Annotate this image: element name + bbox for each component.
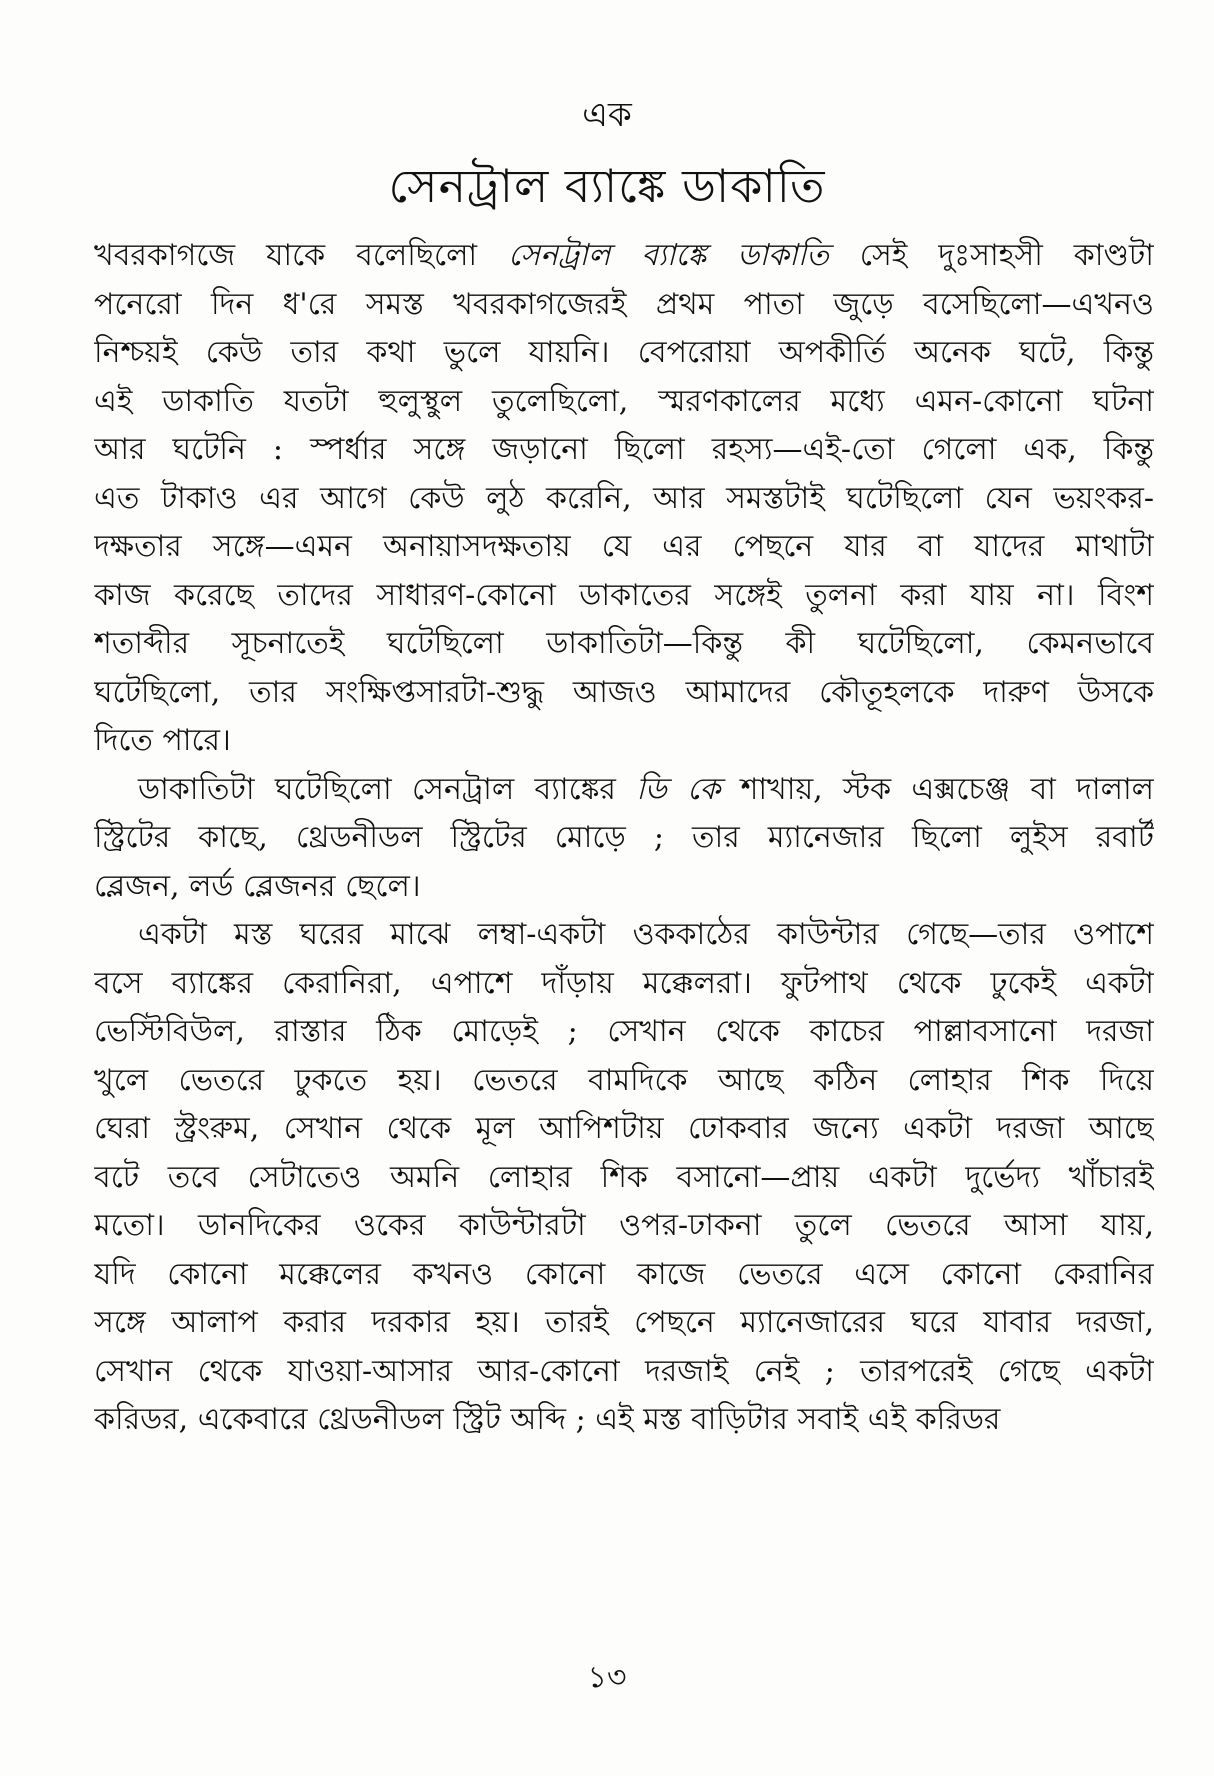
- text-line: [94, 281, 1154, 330]
- text-run: ভেস্টিবিউল, রাস্তার ঠিক মোড়েই ; সেখান থেকে কাচের পাল্লাবসানো দরজা: [94, 1014, 1154, 1049]
- text-run: ঘটেছিলো, তার সংক্ষিপ্তসারটা-শুদ্ধু আজও আমাদের কৌতূহলকে দারুণ উসকে: [94, 674, 1154, 710]
- text-run: যদি কোনো মক্কেলের কখনও কোনো কাজে ভেতরে এসে কোনো কেরানির: [94, 1256, 1154, 1292]
- text-line: [94, 523, 1154, 572]
- text-line: [94, 1299, 1154, 1348]
- text-run: করিডর, একেবারে থ্রেডনীডল স্ট্রিট অব্দি ; এই মস্ত বাড়িটার সবাই এই করিডর: [94, 1402, 1001, 1437]
- text-line: [94, 960, 1154, 1009]
- text-run: সেই দুঃসাহসী কাণ্ডটা: [828, 238, 1154, 273]
- text-run: ডাকাতিটা ঘটেছিলো সেনট্রাল ব্যাঙ্কের: [138, 771, 637, 807]
- text-line: [94, 378, 1154, 427]
- text-line: [94, 1251, 1154, 1300]
- text-run: এই ডাকাতি যতটা হুলুস্থুল তুলেছিলো, স্মরণকালের মধ্যে এমন-কোনো ঘটনা: [94, 383, 1154, 419]
- text-run: বসে ব্যাঙ্কের কেরানিরা, এপাশে দাঁড়ায় মক্কেলরা। ফুটপাথ থেকে ঢুকেই একটা: [94, 965, 1154, 1001]
- text-line: [94, 717, 1154, 766]
- text-line: [94, 1396, 1154, 1445]
- paragraph: [94, 232, 1154, 766]
- text-line: [94, 766, 1154, 815]
- text-run: ব্লেজন, লর্ড ব্লেজনর ছেলে।: [94, 868, 421, 904]
- text-line: [94, 1105, 1154, 1154]
- chapter-title: সেনট্রাল ব্যাঙ্কে ডাকাতি: [388, 159, 826, 213]
- text-line: [94, 232, 1154, 281]
- text-run: এত টাকাও এর আগে কেউ লুঠ করেনি, আর সমস্তটাই ঘটেছিলো যেন ভয়ংকর-: [94, 480, 1154, 516]
- text-run: শতাব্দীর সূচনাতেই ঘটেছিলো ডাকাতিটা—কিন্তু কী ঘটেছিলো, কেমনভাবে: [94, 626, 1154, 661]
- italic-text-run: সেনট্রাল ব্যাঙ্কে ডাকাতি: [508, 238, 829, 273]
- text-run: দিতে পারে।: [94, 723, 231, 758]
- text-line: [94, 1008, 1154, 1057]
- text-run: একটা মস্ত ঘরের মাঝে লম্বা-একটা ওককাঠের কাউন্টার গেছে—তার ওপাশে: [138, 917, 1154, 952]
- italic-text-run: ডি কে: [636, 771, 721, 807]
- paragraph: [94, 911, 1154, 1445]
- text-run: মতো। ডানদিকের ওকের কাউন্টারটা ওপর-ঢাকনা তুলে ভেতরে আসা যায়,: [94, 1208, 1154, 1243]
- text-line: [94, 572, 1154, 621]
- text-run: স্ট্রিটের কাছে, থ্রেডনীডল স্ট্রিটের মোড়ে ; তার ম্যানেজার ছিলো লুইস রবার্ট: [94, 820, 1154, 855]
- text-line: [94, 814, 1154, 863]
- text-run: বটে তবে সেটাতেও অমনি লোহার শিক বসানো—প্রায় একটা দুর্ভেদ্য খাঁচারই: [94, 1159, 1154, 1195]
- text-run: আর ঘটেনি : স্পর্ধার সঙ্গে জড়ানো ছিলো রহস্য—এই-তো গেলো এক, কিন্তু: [94, 432, 1154, 467]
- text-line: [94, 911, 1154, 960]
- text-run: দক্ষতার সঙ্গে—এমন অনায়াসদক্ষতায় যে এর পেছনে যার বা যাদের মাথাটা: [94, 529, 1154, 564]
- text-run: খুলে ভেতরে ঢুকতে হয়। ভেতরে বামদিকে আছে কঠিন লোহার শিক দিয়ে: [94, 1062, 1154, 1098]
- text-run: নিশ্চয়ই কেউ তার কথা ভুলে যায়নি। বেপরোয়া অপকীর্তি অনেক ঘটে, কিন্তু: [94, 335, 1154, 370]
- paragraph: [94, 766, 1154, 912]
- page-number: ১৩: [587, 1660, 627, 1695]
- text-line: [94, 620, 1154, 669]
- text-line: [94, 475, 1154, 524]
- text-run: সেখান থেকে যাওয়া-আসার আর-কোনো দরজাই নেই ; তারপরেই গেছে একটা: [94, 1353, 1154, 1389]
- text-run: কাজ করেছে তাদের সাধারণ-কোনো ডাকাতের সঙ্গেই তুলনা করা যায় না। বিংশ: [94, 577, 1154, 613]
- text-run: খবরকাগজে যাকে বলেছিলো: [94, 238, 509, 273]
- text-line: [94, 1057, 1154, 1106]
- text-run: পনেরো দিন ধ'রে সমস্ত খবরকাগজেরই প্রথম পাতা জুড়ে বসেছিলো—এখনও: [94, 286, 1154, 322]
- text-line: [94, 1348, 1154, 1397]
- text-run: সঙ্গে আলাপ করার দরকার হয়। তারই পেছনে ম্যানেজারের ঘরে যাবার দরজা,: [94, 1305, 1154, 1340]
- text-run: ঘেরা স্ট্রংরুম, সেখান থেকে মূল আপিশটায় ঢোকবার জন্যে একটা দরজা আছে: [94, 1111, 1154, 1146]
- text-line: [94, 426, 1154, 475]
- text-line: [94, 1202, 1154, 1251]
- body-text: [94, 232, 1154, 1445]
- text-line: [94, 1154, 1154, 1203]
- text-run: শাখায়, স্টক এক্সচেঞ্জ বা দালাল: [720, 771, 1154, 807]
- text-line: [94, 863, 1154, 912]
- text-line: [94, 669, 1154, 718]
- text-line: [94, 329, 1154, 378]
- chapter-number: এক: [582, 95, 632, 135]
